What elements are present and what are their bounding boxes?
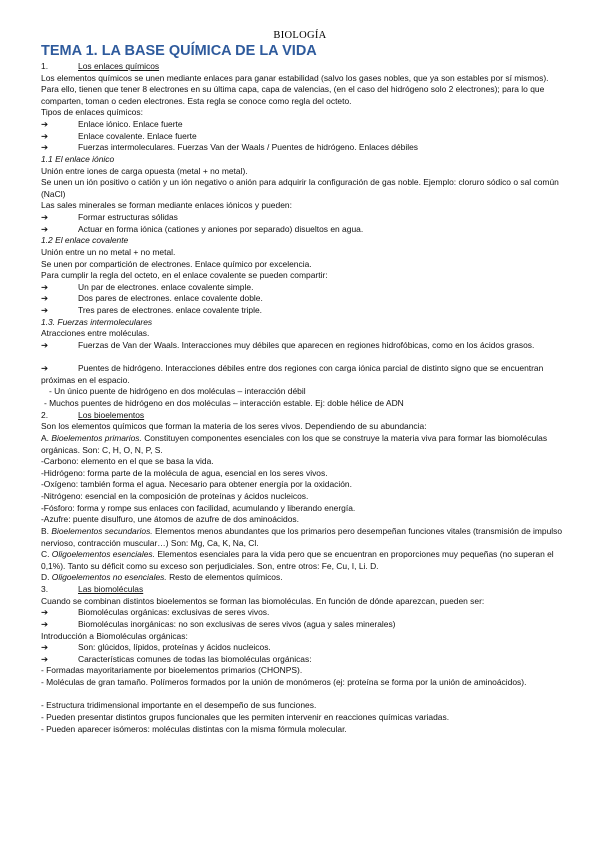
list-item: ➔ Fuerzas de Van der Waals. Interacciones muy débiles que aparecen en regiones hidrofóbicas, como en los ácidos grasos. [41,339,535,350]
paragraph: A. Bioelementos primarios. Constituyen componentes esenciales con los que se construye la materia viva para formar las biomoléculas orgánicas. Son: C, H, O, N, P, S. [41,432,548,455]
page-header: BIOLOGÍA [273,30,327,41]
section-heading: 3. Las biomoléculas [41,584,144,595]
subsection-heading: 1.2 El enlace covalente [41,235,129,246]
paragraph: -Hidrógeno: forma parte de la molécula de agua, esencial en los seres vivos. [41,467,328,478]
paragraph: Unión entre un no metal + no metal. [41,246,176,257]
document-body [41,61,563,735]
list-item: ➔ Enlace covalente. Enlace fuerte [41,130,197,141]
arrow-bullet-icon: ➔ [41,212,49,223]
paragraph: - Moléculas de gran tamaño. Polímeros formados por la unión de monómeros (ej: proteína se forma por la unión de aminoácidos). [41,677,527,688]
subsection-heading: 1.3. Fuerzas intermoleculares [41,316,153,327]
list-item: ➔ Actuar en forma iónica (cationes y aniones por separado) disueltos en agua. [41,223,364,234]
paragraph: -Carbono: elemento en el que se basa la vida. [41,456,214,467]
section-heading: 1. Los enlaces químicos [41,61,160,71]
paragraph: - Muchos puentes de hidrógeno en dos moléculas – interacción estable. Ej: doble hélice de ADN [44,398,404,409]
paragraph: Se unen por compartición de electrones. Enlace químico por excelencia. [41,258,312,269]
arrow-bullet-icon: ➔ [41,281,49,292]
paragraph: -Oxígeno: también forma el agua. Necesario para obtener energía por la oxidación. [41,479,352,490]
arrow-bullet-icon: ➔ [41,653,49,664]
list-item: ➔ Tres pares de electrones. enlace covalente triple. [41,305,263,316]
subsection-heading: 1.1 El enlace iónico [41,153,115,164]
section-heading: 2. Los bioelementos [41,409,145,420]
paragraph: - Un único puente de hidrógeno en dos moléculas – interacción débil [49,386,306,397]
list-item: ➔ Dos pares de electrones. enlace covalente doble. [41,293,263,304]
arrow-bullet-icon: ➔ [41,119,49,130]
paragraph: - Formadas mayoritariamente por bioelementos primarios (CHONPS). [41,665,303,676]
arrow-bullet-icon: ➔ [41,363,49,374]
page-title: TEMA 1. LA BASE QUÍMICA DE LA VIDA [41,43,317,59]
paragraph: - Pueden presentar distintos grupos funcionales que les permiten intervenir en reacciones químicas variadas. [41,711,450,722]
list-item: ➔ Formar estructuras sólidas [41,212,178,223]
arrow-bullet-icon: ➔ [41,339,49,350]
paragraph: Los elementos químicos se unen mediante enlaces para ganar estabilidad (salvo los gases nobles, que ya son estables por sí mismos). Para ello, tienen que tener 8 electrones en su última capa, capa de valencias, (en el caso del hidrógeno solo 2 electrones); para lo que comparten, toman o ceden electrones. Esta regla se conoce como regla del octeto. [41,72,549,106]
paragraph: Son los elementos químicos que forman la materia de los seres vivos. Dependiendo de su abundancia: [41,421,427,432]
paragraph: Cuando se combinan distintos bioelementos se forman las biomoléculas. En función de dónde aparezcan, pueden ser: [41,595,485,606]
paragraph: -Nitrógeno: esencial en la composición de proteínas y ácidos nucleicos. [41,491,309,502]
list-item: ➔ Puentes de hidrógeno. Interacciones débiles entre dos regiones con carga iónica parcial de distinto signo que se encuentran próximas en el espacio. [41,363,544,385]
list-item: ➔ Son: glúcidos, lípidos, proteínas y ácidos nucleicos. [41,642,271,653]
arrow-bullet-icon: ➔ [41,142,49,153]
paragraph: Introducción a Biomoléculas orgánicas: [41,630,188,641]
arrow-bullet-icon: ➔ [41,607,49,618]
list-item: ➔ Biomoléculas orgánicas: exclusivas de seres vivos. [41,607,270,618]
paragraph: C. Oligoelementos esenciales. Elementos esenciales para la vida pero que se encuentran en proporciones muy pequeñas (no superan el 0,1%). Tanto su déficit como su exceso son perjudiciales. Son, entre otros: Fe, Cu, I, Li. D. [41,549,554,571]
paragraph: D. Oligoelementos no esenciales. Resto de elementos químicos. [41,572,283,583]
paragraph: Tipos de enlaces químicos: [41,107,143,118]
arrow-bullet-icon: ➔ [41,223,49,234]
list-item: ➔ Características comunes de todas las biomoléculas orgánicas: [41,653,312,664]
list-item: ➔ Enlace iónico. Enlace fuerte [41,119,183,130]
paragraph: B. Bioelementos secundarios. Elementos menos abundantes que los primarios pero desempeñan funciones vitales (transmisión de impulso nervioso, contracción muscular…) Son: Mg, Ca, K, Na, Cl. [41,525,563,548]
arrow-bullet-icon: ➔ [41,130,49,141]
arrow-bullet-icon: ➔ [41,618,49,629]
paragraph: Se unen un ión positivo o catión y un ión negativo o anión para adquirir la configuración de gas noble. Ejemplo: cloruro sódico o sal común (NaCl) [41,177,559,199]
list-item: ➔ Biomoléculas inorgánicas: no son exclusivas de seres vivos (agua y sales minerales) [41,618,396,629]
arrow-bullet-icon: ➔ [41,642,49,653]
paragraph: Para cumplir la regla del octeto, en el enlace covalente se pueden compartir: [41,270,328,281]
paragraph: Las sales minerales se forman mediante enlaces iónicos y pueden: [41,200,292,211]
paragraph: - Estructura tridimensional importante en el desempeño de sus funciones. [41,700,317,711]
paragraph: - Pueden aparecer isómeros: moléculas distintas con la misma fórmula molecular. [41,723,347,734]
arrow-bullet-icon: ➔ [41,305,49,316]
arrow-bullet-icon: ➔ [41,293,49,304]
paragraph: Atracciones entre moléculas. [41,328,150,339]
paragraph: Unión entre iones de carga opuesta (metal + no metal). [41,165,248,176]
list-item: ➔ Fuerzas intermoleculares. Fuerzas Van der Waals / Puentes de hidrógeno. Enlaces débiles [41,142,419,153]
paragraph: -Fósforo: forma y rompe sus enlaces con facilidad, acumulando y liberando energía. [41,502,356,513]
paragraph: -Azufre: puente disulfuro, une átomos de azufre de dos aminoácidos. [41,514,299,525]
list-item: ➔ Un par de electrones. enlace covalente simple. [41,281,254,292]
